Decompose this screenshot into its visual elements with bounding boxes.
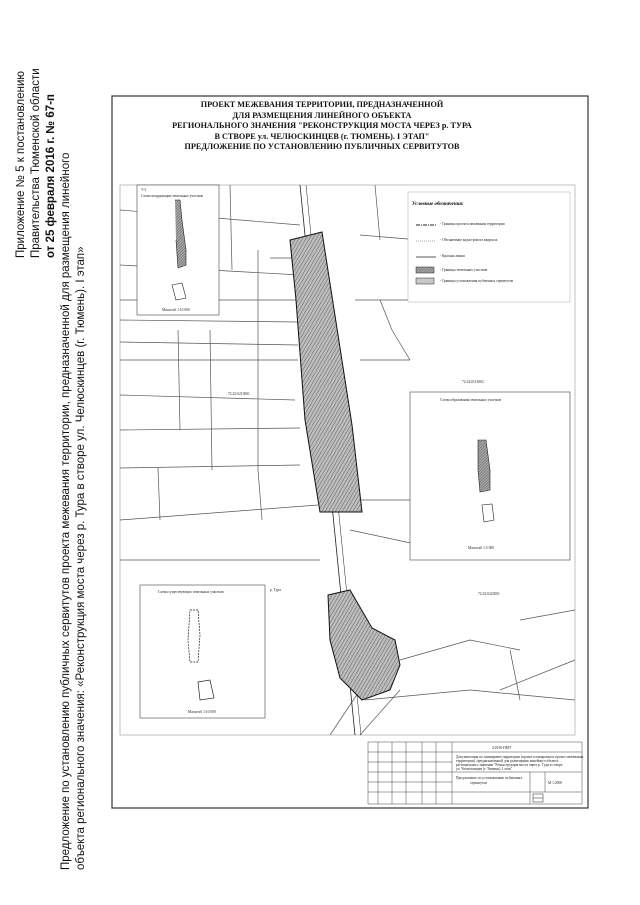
appendix-caption: Приложение № 5 к постановлению bbox=[15, 71, 27, 258]
stamp-desc-3: регионального значения "Реконструкция моста через р. Тура в створе bbox=[456, 763, 563, 767]
document-description-line1: Предложение по установлению публичных сервитутов проекта межевания территории, предназначенной для размещения линейного bbox=[60, 152, 72, 870]
legend-box bbox=[408, 192, 570, 302]
inset-right-code: 72:23:0113002 bbox=[462, 380, 484, 384]
quarter-label-right: 72:23:0223001 bbox=[478, 592, 500, 596]
stamp-sheet-name-2: сервитутов bbox=[470, 781, 487, 785]
sheet-title bbox=[112, 100, 532, 153]
quarter-label-left: 72:23:0213001 bbox=[228, 392, 250, 396]
inset-right-title: Схема образования земельных участков bbox=[440, 398, 502, 402]
title-line-3: РЕГИОНАЛЬНОГО ЗНАЧЕНИЯ "РЕКОНСТРУКЦИЯ МОСТА ЧЕРЕЗ р. ТУРА bbox=[172, 121, 472, 130]
stamp-code: 2/2016-ПМТ bbox=[492, 746, 512, 750]
legend-item-4: - Границы земельных участков bbox=[440, 268, 488, 272]
title-block bbox=[368, 742, 582, 804]
stamp-desc-4: ул. Челюскинцев (г. Тюмень). I этап" bbox=[456, 767, 513, 771]
inset-right-scale: Масштаб 1:5 000 bbox=[468, 546, 494, 550]
servitude-area-north bbox=[290, 232, 362, 512]
inset-top-left-scale: Масштаб 1:10 000 bbox=[162, 308, 190, 312]
document-description-line2: объекта регионального значения: «Реконструкция моста через р. Тура в створе ул. Челюскинцев (г. Тюмень). I этап» bbox=[75, 246, 87, 870]
servitude-area-south bbox=[328, 590, 400, 700]
inset-top-left-label: Т-3 bbox=[141, 188, 147, 192]
legend-item-5: - Границы установления публичных сервитутов bbox=[440, 279, 514, 283]
title-line-1: ПРОЕКТ МЕЖЕВАНИЯ ТЕРРИТОРИИ, ПРЕДНАЗНАЧЕННОЙ bbox=[200, 100, 444, 109]
title-line-2: ДЛЯ РАЗМЕЩЕНИЯ ЛИНЕЙНОГО ОБЪЕКТА bbox=[232, 110, 412, 120]
stamp-scale: М 1:2000 bbox=[548, 781, 563, 785]
title-line-4: В СТВОРЕ ул. ЧЕЛЮСКИНЦЕВ (г. ТЮМЕНЬ). I ЭТАП" bbox=[214, 131, 430, 141]
legend-item-1: - Границы проекта межевания территории bbox=[440, 222, 505, 226]
river-label: р. Тура bbox=[270, 588, 281, 592]
inset-bottom-left-title: Схема существующих земельных участков bbox=[158, 590, 224, 594]
legend-sample-5 bbox=[416, 278, 434, 284]
legend-item-3: - Красная линия bbox=[440, 254, 465, 258]
inset-top-left-title: Схема координации земельных участков bbox=[141, 194, 204, 198]
stamp-desc-2: территории), предназначенной для размещения линейного объекта bbox=[456, 759, 559, 763]
decree-date-caption: от 25 февраля 2016 г. № 67-п bbox=[45, 94, 57, 258]
stamp-sheet-name-1: Предложение по установлению публичных bbox=[456, 776, 523, 780]
inset-bottom-left bbox=[140, 585, 265, 718]
legend-title: Условные обозначения: bbox=[412, 202, 464, 207]
legend-sample-4 bbox=[416, 267, 434, 273]
stamp-desc-1: Документация по планировке территории (проект планировки и проект межевания bbox=[456, 755, 584, 759]
stamp-logo-icon bbox=[533, 794, 543, 802]
government-caption: Правительства Тюменской области bbox=[30, 68, 42, 258]
legend-item-2: - Обозначение кадастрового квартала bbox=[440, 238, 498, 242]
inset-bottom-left-scale: Масштаб 1:10 000 bbox=[188, 710, 216, 714]
title-line-5: ПРЕДЛОЖЕНИЕ ПО УСТАНОВЛЕНИЮ ПУБЛИЧНЫХ СЕРВИТУТОВ bbox=[184, 142, 460, 151]
